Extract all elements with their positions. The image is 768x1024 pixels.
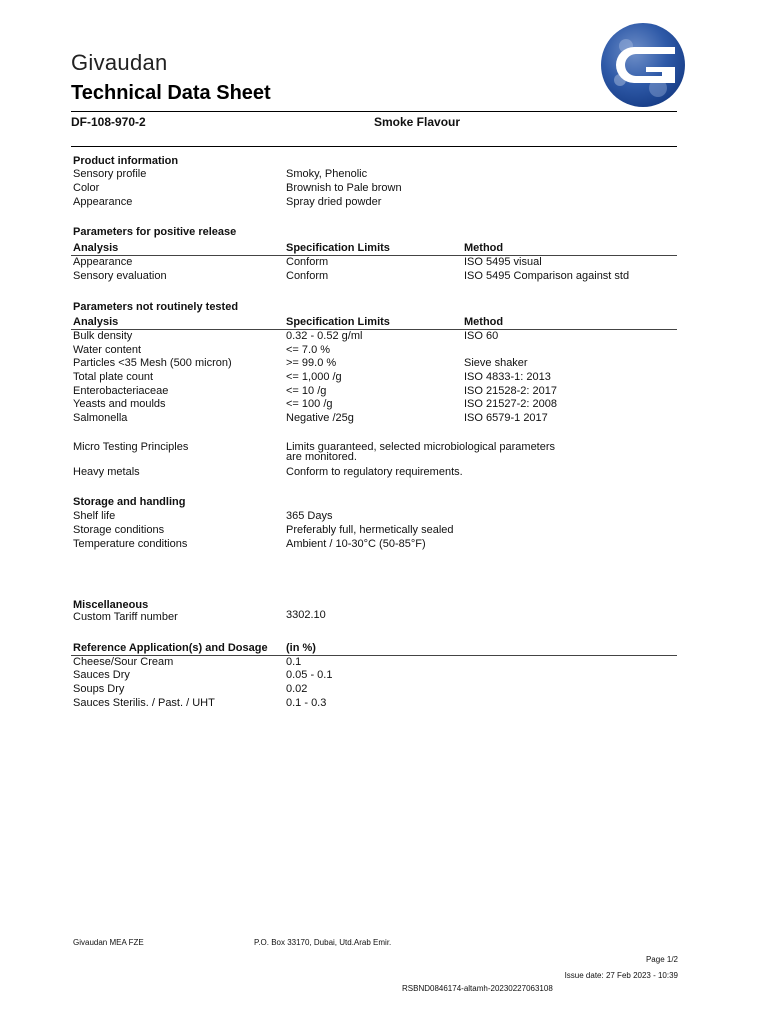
product-name: Smoke Flavour bbox=[374, 115, 461, 129]
micro-value-cont: are monitored. bbox=[286, 451, 357, 463]
info-value: Smoky, Phenolic bbox=[286, 168, 368, 180]
footer-address: P.O. Box 33170, Dubai, Utd.Arab Emir. bbox=[254, 938, 392, 947]
table-cell: Water content bbox=[73, 344, 142, 356]
table-cell: <= 10 /g bbox=[286, 385, 327, 397]
heavy-metals-label: Heavy metals bbox=[73, 466, 140, 478]
table-cell: ISO 4833-1: 2013 bbox=[464, 371, 551, 383]
dosage-unit: (in %) bbox=[286, 642, 316, 654]
table-cell: Total plate count bbox=[73, 371, 154, 383]
micro-label: Micro Testing Principles bbox=[73, 441, 189, 453]
table-cell: <= 100 /g bbox=[286, 398, 333, 410]
dosage-heading: Reference Application(s) and Dosage bbox=[73, 642, 268, 654]
storage-value: Preferably full, hermetically sealed bbox=[286, 524, 454, 536]
subheader-rule bbox=[71, 146, 677, 147]
table-cell: >= 99.0 % bbox=[286, 357, 337, 369]
header-rule bbox=[71, 111, 677, 112]
tariff-label: Custom Tariff number bbox=[73, 611, 178, 623]
table-cell: ISO 60 bbox=[464, 330, 499, 342]
dosage-application: Cheese/Sour Cream bbox=[73, 656, 174, 668]
info-label: Appearance bbox=[73, 196, 133, 208]
table-cell: Yeasts and moulds bbox=[73, 398, 166, 410]
page-title: Technical Data Sheet bbox=[71, 82, 271, 104]
info-value: Spray dried powder bbox=[286, 196, 382, 208]
table-cell: ISO 5495 visual bbox=[464, 256, 542, 268]
positive-release-heading: Parameters for positive release bbox=[73, 226, 237, 238]
table-cell: 0.32 - 0.52 g/ml bbox=[286, 330, 363, 342]
table-cell: Conform bbox=[286, 270, 329, 282]
storage-value: Ambient / 10-30°C (50-85°F) bbox=[286, 538, 426, 550]
dosage-application: Sauces Sterilis. / Past. / UHT bbox=[73, 697, 215, 709]
table-cell: Sensory evaluation bbox=[73, 270, 167, 282]
table-cell: Negative /25g bbox=[286, 412, 354, 424]
col-method: Method bbox=[464, 316, 504, 328]
table-cell: Particles <35 Mesh (500 micron) bbox=[73, 357, 232, 369]
table-cell: <= 1,000 /g bbox=[286, 371, 342, 383]
table-cell: Bulk density bbox=[73, 330, 133, 342]
storage-heading: Storage and handling bbox=[73, 496, 186, 508]
table-cell: Appearance bbox=[73, 256, 133, 268]
info-label: Sensory profile bbox=[73, 168, 147, 180]
table-cell: ISO 6579-1 2017 bbox=[464, 412, 548, 424]
tariff-value: 3302.10 bbox=[286, 609, 326, 621]
footer-company: Givaudan MEA FZE bbox=[73, 938, 144, 947]
col-analysis: Analysis bbox=[73, 242, 119, 254]
dosage-value: 0.1 bbox=[286, 656, 302, 668]
table-cell: Salmonella bbox=[73, 412, 128, 424]
table-cell: Enterobacteriaceae bbox=[73, 385, 169, 397]
table-cell: <= 7.0 % bbox=[286, 344, 331, 356]
dosage-application: Sauces Dry bbox=[73, 669, 130, 681]
storage-value: 365 Days bbox=[286, 510, 333, 522]
not-tested-heading: Parameters not routinely tested bbox=[73, 301, 239, 313]
table-cell: ISO 5495 Comparison against std bbox=[464, 270, 630, 282]
info-value: Brownish to Pale brown bbox=[286, 182, 402, 194]
table-header-rule bbox=[71, 329, 677, 330]
dosage-value: 0.05 - 0.1 bbox=[286, 669, 333, 681]
footer-reference: RSBND0846174-altamh-20230227063108 bbox=[402, 984, 553, 993]
dosage-application: Soups Dry bbox=[73, 683, 125, 695]
col-spec: Specification Limits bbox=[286, 242, 390, 254]
footer-issue-date: Issue date: 27 Feb 2023 - 10:39 bbox=[564, 971, 678, 980]
info-label: Color bbox=[73, 182, 100, 194]
table-cell: Conform bbox=[286, 256, 329, 268]
dosage-value: 0.1 - 0.3 bbox=[286, 697, 327, 709]
micro-value: Limits guaranteed, selected microbiological parameters bbox=[286, 441, 556, 453]
misc-heading: Miscellaneous bbox=[73, 599, 149, 611]
product-code: DF-108-970-2 bbox=[71, 115, 146, 129]
storage-label: Storage conditions bbox=[73, 524, 165, 536]
table-cell: Sieve shaker bbox=[464, 357, 528, 369]
storage-label: Shelf life bbox=[73, 510, 116, 522]
col-analysis: Analysis bbox=[73, 316, 119, 328]
col-method: Method bbox=[464, 242, 504, 254]
heavy-metals-value: Conform to regulatory requirements. bbox=[286, 466, 463, 478]
table-cell: ISO 21527-2: 2008 bbox=[464, 398, 557, 410]
brand-name: Givaudan bbox=[71, 50, 168, 75]
table-header-rule bbox=[71, 255, 677, 256]
storage-label: Temperature conditions bbox=[73, 538, 188, 550]
footer-page-number: Page 1/2 bbox=[645, 955, 678, 964]
dosage-value: 0.02 bbox=[286, 683, 308, 695]
givaudan-logo-icon bbox=[600, 22, 686, 108]
col-spec: Specification Limits bbox=[286, 316, 390, 328]
table-cell: ISO 21528-2: 2017 bbox=[464, 385, 557, 397]
product-info-heading: Product information bbox=[73, 155, 179, 167]
